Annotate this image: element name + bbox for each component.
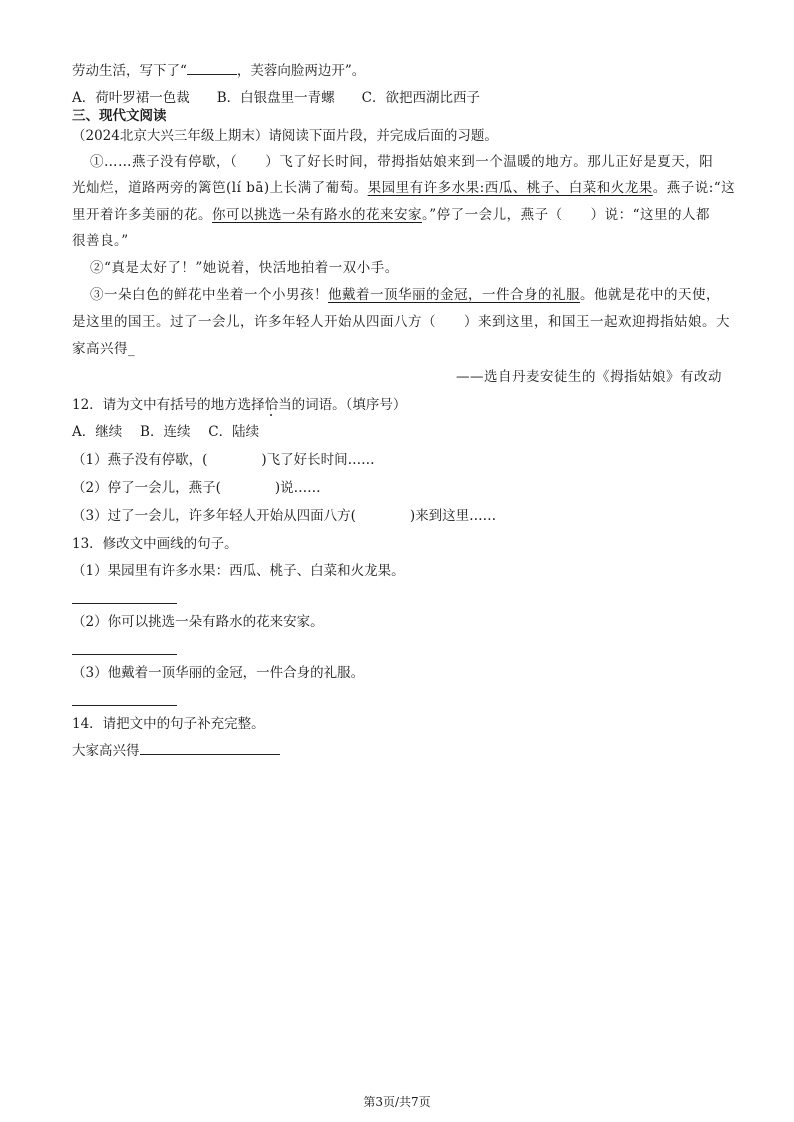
passage-p1-line4: 很善良。” [72, 233, 129, 249]
passage-p1-line1: ①……燕子没有停歇，（ ）飞了好长时间，带拇指姑娘来到一个温暖的地方。那儿正好是夏天，阳 [90, 154, 714, 170]
text-segment: 12．请为文中有括号的地方选择 [72, 397, 265, 413]
q12-options: A．继续 B．连续 C．陆续 [72, 424, 260, 440]
q12-item-2[interactable]: （2）停了一会儿，燕子( )说…… [72, 480, 321, 496]
passage-p2: ②“真是太好了！”她说着，快活地拍着一双小手。 [90, 260, 399, 276]
q13-item-2: （2）你可以挑选一朵有路水的花来安家。 [72, 614, 324, 630]
answer-line-3[interactable] [72, 705, 177, 706]
q14-stem: 14．请把文中的句子补充完整。 [72, 716, 265, 732]
text-segment: 。燕子说:“这 [652, 180, 736, 196]
q12-stem [72, 396, 406, 414]
text-segment: ，芙蓉向脸两边开”。 [236, 63, 366, 79]
passage-p3-line2: 是这里的国王。过了一会儿，许多年轻人开始从四面八方（ ）来到这里，和国王一起欢迎拇指姑娘。大 [72, 314, 730, 330]
emphasis-char: 恰 [264, 397, 279, 413]
poem-question-line [72, 62, 365, 80]
text-segment: ③一朵白色的鲜花中坐着一个小男孩！ [90, 287, 328, 303]
text-segment: 光灿烂，道路两旁的篱笆(lí bā)上长满了葡萄。 [72, 180, 368, 196]
section-heading: 三、现代文阅读 [72, 108, 167, 124]
q13-item-1: （1）果园里有许多水果：西瓜、桃子、白菜和火龙果。 [72, 563, 405, 579]
page-number: 第3页/共7页 [363, 1095, 431, 1109]
q13-stem: 13．修改文中画线的句子。 [72, 536, 238, 552]
q12-item-3[interactable]: （3）过了一会儿，许多年轻人开始从四面八方( )来到这里…… [72, 508, 497, 524]
answer-line-1[interactable] [72, 603, 177, 604]
text-segment: 里开着许多美丽的花。 [72, 207, 212, 223]
text-segment: 劳动生活，写下了“ [72, 63, 187, 79]
passage-p3-line3: 家高兴得_ [72, 341, 136, 357]
q14-answer-line [72, 742, 280, 760]
section-intro: （2024北京大兴三年级上期末）请阅读下面片段，并完成后面的习题。 [72, 128, 498, 144]
answer-blank[interactable] [140, 753, 280, 755]
passage-p3-line1 [90, 286, 720, 304]
text-segment: 当的词语。（填序号） [278, 397, 407, 413]
answer-line-2[interactable] [72, 654, 177, 655]
text-segment: 大家高兴得 [72, 743, 140, 759]
underlined-sentence-3: 他戴着一顶华丽的金冠，一件合身的礼服 [328, 287, 580, 303]
underlined-sentence-1: 果园里有许多水果:西瓜、桃子、白菜和火龙果 [367, 180, 653, 196]
poem-options: A．荷叶罗裙一色裁 B．白银盘里一青螺 C．欲把西湖比西子 [72, 90, 480, 106]
text-segment: 。他就是花中的天使， [580, 287, 720, 303]
passage-p1-line3 [72, 206, 710, 224]
passage-p1-line2 [72, 179, 735, 197]
passage-source: ——选自丹麦安徒生的《拇指姑娘》有改动 [456, 369, 722, 385]
q12-item-1[interactable]: （1）燕子没有停歇，( )飞了好长时间…… [72, 452, 375, 468]
q13-item-3: （3）他戴着一顶华丽的金冠，一件合身的礼服。 [72, 665, 365, 681]
underlined-sentence-2: 你可以挑选一朵有路水的花来安家 [212, 207, 422, 223]
text-segment: 。”停了一会儿，燕子（ ）说：“这里的人都 [422, 207, 711, 223]
answer-blank[interactable] [187, 73, 237, 75]
